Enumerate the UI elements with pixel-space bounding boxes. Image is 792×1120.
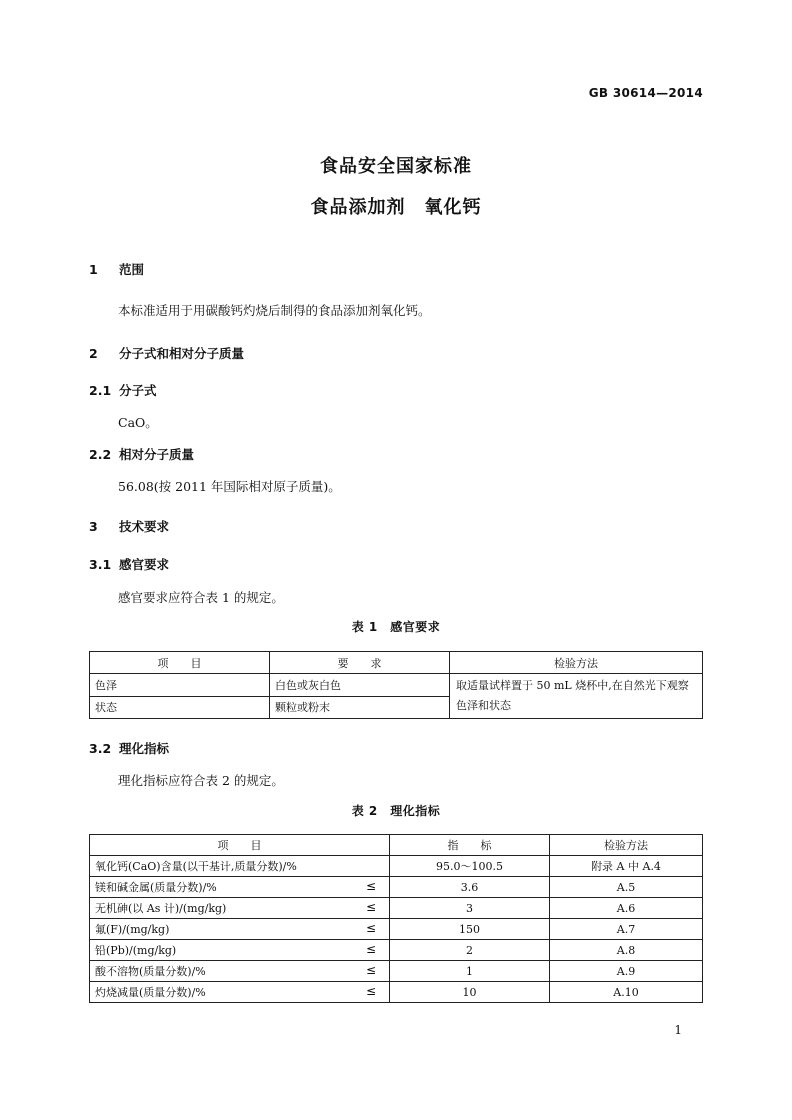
table-header-cell: 检验方法 [550,835,703,856]
section-1-text: 本标准适用于用碳酸钙灼烧后制得的食品添加剂氧化钙。 [118,303,431,318]
section-2-2-heading [89,445,194,463]
section-2-2-text: 56.08(按 2011 年国际相对原子质量)。 [118,479,341,494]
table-cell-value: 1 [390,961,550,982]
table-cell-item: 铅(Pb)/(mg/kg) [95,944,177,957]
section-3-2-heading [89,739,169,757]
table-row [90,877,703,898]
table-header-row [90,652,703,674]
table-cell-method: A.6 [550,898,703,919]
table-cell-method: A.9 [550,961,703,982]
section-2-1-heading [89,381,157,399]
section-3-1-heading [89,555,169,573]
section-title: 技术要求 [119,519,170,534]
table-cell-item: 镁和碱金属(质量分数)/% [95,881,217,894]
table-row [90,856,703,877]
section-number: 2 [89,346,98,361]
table-cell-value: 3 [390,898,550,919]
table-header-cell: 检验方法 [450,652,703,674]
table-header-cell: 指 标 [390,835,550,856]
section-2-heading [89,344,244,362]
table-header-cell: 项 目 [90,652,270,674]
section-3-heading [89,517,169,535]
table-cell-item: 氟(F)/(mg/kg) [95,923,170,936]
standard-number: GB 30614—2014 [588,86,703,100]
table-row [90,919,703,940]
section-1-heading [89,260,144,278]
table-cell-item: 状态 [90,696,270,719]
page-number: 1 [674,1023,682,1037]
less-equal-symbol: ≤ [365,879,376,893]
table-header-cell: 要 求 [270,652,450,674]
table-cell-item: 色泽 [90,674,270,697]
table-cell-value: 10 [390,982,550,1003]
table-cell-method: A.10 [550,982,703,1003]
less-equal-symbol: ≤ [365,963,376,977]
section-2-1-text: CaO。 [118,415,158,430]
table-cell-item: 无机砷(以 As 计)/(mg/kg) [95,902,227,915]
section-title: 感官要求 [119,557,170,572]
table-cell-method: A.5 [550,877,703,898]
less-equal-symbol: ≤ [365,921,376,935]
section-title: 相对分子质量 [119,447,195,462]
table-1-caption: 表 1 感官要求 [351,620,441,634]
section-number: 2.2 [89,447,112,462]
table-2-caption: 表 2 理化指标 [351,804,441,818]
table-cell-method: 附录 A 中 A.4 [550,856,703,877]
table-cell-item: 灼烧减量(质量分数)/% [95,986,206,999]
table-cell-method: 取适量试样置于 50 mL 烧杯中,在自然光下观察色泽和状态 [450,674,703,719]
section-title: 理化指标 [119,741,170,756]
less-equal-symbol: ≤ [365,984,376,998]
table-row [90,940,703,961]
section-title: 分子式 [119,383,157,398]
table-cell-value: 95.0～100.5 [390,856,550,877]
table-cell-method: A.7 [550,919,703,940]
table-cell-item: 酸不溶物(质量分数)/% [95,965,206,978]
table-row [90,982,703,1003]
table-cell-requirement: 白色或灰白色 [270,674,450,697]
document-title: 食品安全国家标准 [320,156,472,177]
section-number: 1 [89,262,98,277]
table-cell-value: 2 [390,940,550,961]
document-subtitle: 食品添加剂 氧化钙 [310,197,482,218]
table-row [90,961,703,982]
section-number: 3.2 [89,741,112,756]
section-3-1-text: 感官要求应符合表 1 的规定。 [118,590,284,605]
section-number: 2.1 [89,383,112,398]
table-1-sensory-requirements [89,651,703,719]
table-cell-value: 150 [390,919,550,940]
section-3-2-text: 理化指标应符合表 2 的规定。 [118,773,284,788]
table-header-row [90,835,703,856]
section-title: 分子式和相对分子质量 [119,346,245,361]
table-header-cell: 项 目 [90,835,390,856]
table-cell-method: A.8 [550,940,703,961]
table-row [90,898,703,919]
table-2-physicochemical-indicators [89,834,703,1003]
table-cell-requirement: 颗粒或粉末 [270,696,450,719]
section-title: 范围 [119,262,145,277]
section-number: 3.1 [89,557,112,572]
less-equal-symbol: ≤ [365,942,376,956]
table-row [90,674,703,697]
table-cell-item: 氧化钙(CaO)含量(以干基计,质量分数)/% [95,860,297,873]
section-number: 3 [89,519,98,534]
less-equal-symbol: ≤ [365,900,376,914]
table-cell-value: 3.6 [390,877,550,898]
